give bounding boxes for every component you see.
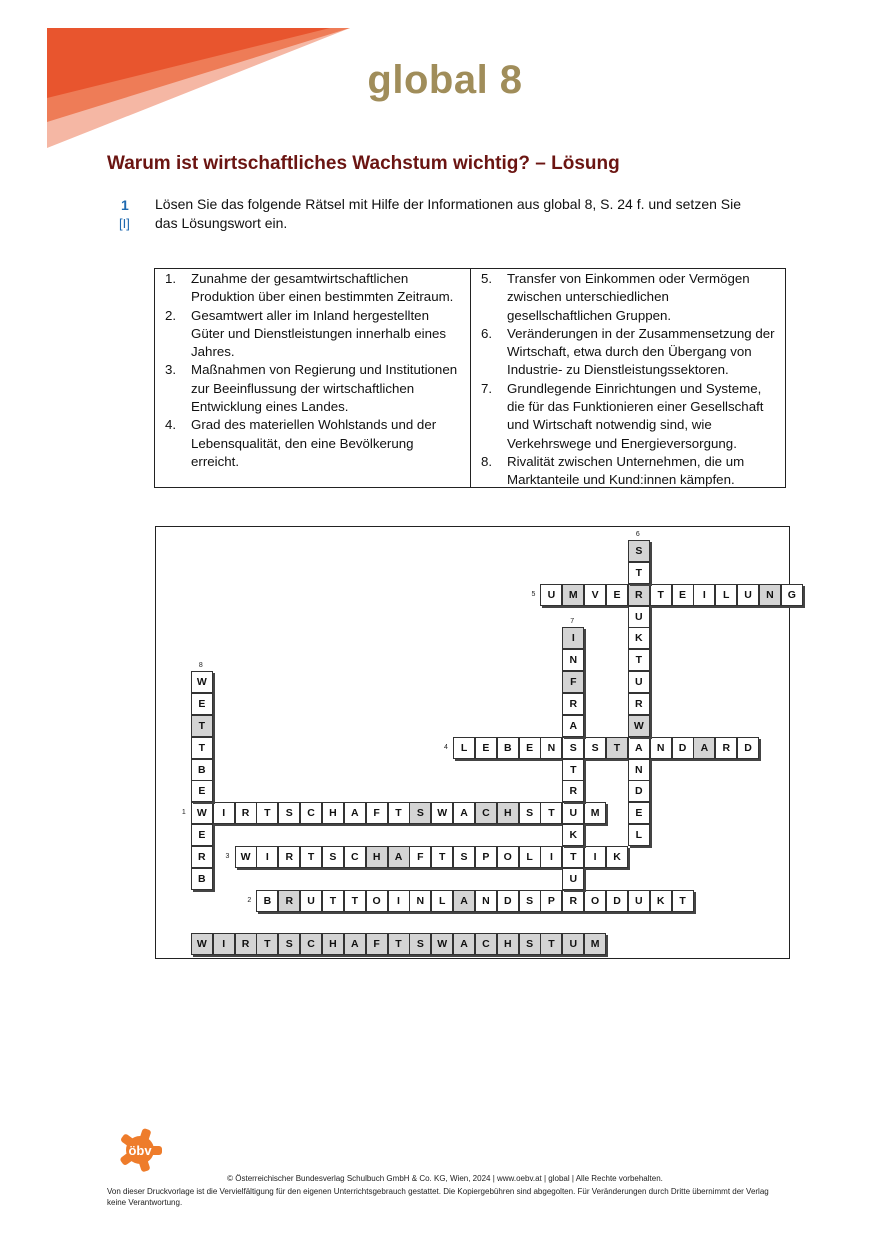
crossword-cell[interactable]: H [366, 846, 388, 868]
clue-text: Gesamtwert aller im Inland hergestellten Güter und Dienstleistungen innerhalb eines Jahres. [191, 307, 447, 360]
solution-cell[interactable]: C [300, 933, 322, 955]
crossword-cell[interactable]: R [278, 890, 300, 912]
clue-item [481, 453, 777, 490]
crossword-cell[interactable]: E [672, 584, 694, 606]
crossword-cell[interactable]: U [628, 890, 650, 912]
crossword-cell[interactable]: D [497, 890, 519, 912]
crossword-cell[interactable]: F [366, 802, 388, 824]
task-number: 1 [121, 197, 129, 213]
clue-number: 1. [165, 271, 177, 286]
crossword-cell[interactable]: T [191, 737, 213, 759]
crossword-cell[interactable]: S [322, 846, 344, 868]
crossword-cell[interactable]: N [409, 890, 431, 912]
crossword-cell[interactable]: S [628, 540, 650, 562]
crossword-cell[interactable]: M [562, 584, 584, 606]
clue-item [481, 325, 777, 380]
crossword-cell[interactable]: C [344, 846, 366, 868]
crossword-cell[interactable]: R [628, 693, 650, 715]
crossword-cell[interactable]: A [562, 715, 584, 737]
crossword-cell[interactable]: E [606, 584, 628, 606]
solution-cell[interactable]: A [344, 933, 366, 955]
solution-cell[interactable]: M [584, 933, 606, 955]
crossword-cell[interactable]: S [519, 890, 541, 912]
crossword-cell[interactable]: U [628, 606, 650, 628]
clue-number-marker: 4 [444, 743, 448, 751]
crossword-cell[interactable]: D [672, 737, 694, 759]
clue-number-marker: 8 [198, 662, 203, 670]
crossword-cell[interactable]: N [475, 890, 497, 912]
crossword-cell[interactable]: F [562, 671, 584, 693]
crossword-cell[interactable]: T [650, 584, 672, 606]
crossword-cell[interactable]: I [213, 802, 235, 824]
crossword-cell[interactable]: U [300, 890, 322, 912]
crossword-cell[interactable]: G [781, 584, 803, 606]
clue-number: 8. [481, 453, 493, 469]
crossword-cell[interactable]: L [453, 737, 475, 759]
brand-title: global 8 [367, 58, 523, 102]
crossword-cell[interactable]: T [672, 890, 694, 912]
crossword-cell[interactable]: R [191, 846, 213, 868]
crossword-cell[interactable]: D [628, 780, 650, 802]
crossword-cell[interactable]: T [628, 562, 650, 584]
crossword-cell[interactable]: C [300, 802, 322, 824]
crossword-cell[interactable]: L [519, 846, 541, 868]
crossword-cell[interactable]: A [344, 802, 366, 824]
crossword-cell[interactable]: I [562, 627, 584, 649]
crossword-cell[interactable]: A [453, 890, 475, 912]
clue-number-marker: 3 [225, 852, 230, 860]
crossword-cell[interactable]: O [584, 890, 606, 912]
clue-number: 3. [165, 362, 177, 378]
crossword-cell[interactable]: W [191, 671, 213, 693]
clue-text: Maßnahmen von Regierung und Institutionen zur Beeinflussung der wirtschaftlichen Entwicklung eines Landes. [191, 362, 458, 415]
solution-cell[interactable]: H [322, 933, 344, 955]
clue-text: Transfer von Einkommen oder Vermögen zwischen unterschiedlichen gesellschaftlichen Gruppen. [507, 271, 750, 323]
crossword-cell[interactable]: L [431, 890, 453, 912]
crossword-cell[interactable]: S [409, 802, 431, 824]
clue-number: 4. [165, 417, 177, 433]
clue-table [154, 268, 786, 488]
crossword-cell[interactable]: E [191, 824, 213, 846]
crossword-cell[interactable]: R [715, 737, 737, 759]
crossword-cell[interactable]: U [562, 868, 584, 890]
crossword-cell[interactable]: K [650, 890, 672, 912]
clue-number-marker: 6 [635, 531, 640, 538]
solution-cell[interactable]: F [366, 933, 388, 955]
crossword-cell[interactable]: L [715, 584, 737, 606]
crossword-cell[interactable]: U [737, 584, 759, 606]
task-level: [I] [119, 216, 130, 231]
solution-cell[interactable]: T [256, 933, 278, 955]
crossword-cell[interactable]: T [540, 802, 562, 824]
crossword-cell[interactable]: E [628, 802, 650, 824]
crossword-cell[interactable]: S [278, 802, 300, 824]
crossword-cell[interactable]: T [388, 802, 410, 824]
solution-cell[interactable]: S [278, 933, 300, 955]
crossword-cell[interactable]: A [453, 802, 475, 824]
crossword-cell[interactable]: W [431, 802, 453, 824]
page-title: Warum ist wirtschaftliches Wachstum wichtig? – Lösung [107, 153, 620, 174]
clue-number: 6. [481, 325, 493, 341]
footer-copyright: © Österreichischer Bundesverlag Schulbuch GmbH & Co. KG, Wien, 2024 | www.oebv.at | global | Alle Rechte vorbehalten. [227, 1174, 663, 1183]
clue-text: Zunahme der gesamtwirtschaftlichen Produktion über einen bestimmten Zeitraum. [191, 271, 454, 305]
crossword-cell[interactable]: T [322, 890, 344, 912]
crossword-cell[interactable]: I [693, 584, 715, 606]
crossword-cell[interactable]: T [562, 846, 584, 868]
crossword-cell[interactable]: T [300, 846, 322, 868]
crossword-cell[interactable]: T [431, 846, 453, 868]
oebv-logo-text: öbv [128, 1143, 152, 1158]
solution-cell[interactable]: I [213, 933, 235, 955]
crossword-cell[interactable]: N [540, 737, 562, 759]
crossword-cell[interactable]: U [540, 584, 562, 606]
crossword-cell[interactable]: A [628, 737, 650, 759]
crossword-cell[interactable]: P [540, 890, 562, 912]
clue-number-marker: 1 [181, 809, 186, 817]
crossword-cell[interactable]: T [344, 890, 366, 912]
clue-text: Veränderungen in der Zusammensetzung der Wirtschaft, etwa durch den Übergang von Industrie- zu Dienstleistungssektoren. [507, 325, 775, 378]
clue-item [481, 380, 777, 453]
clue-item [481, 270, 777, 325]
solution-cell[interactable]: R [235, 933, 257, 955]
oebv-logo [116, 1126, 164, 1174]
crossword-cell[interactable]: O [366, 890, 388, 912]
crossword-cell[interactable]: I [388, 890, 410, 912]
crossword-cell[interactable]: B [256, 890, 278, 912]
crossword-cell[interactable]: F [409, 846, 431, 868]
crossword-cell[interactable]: K [628, 627, 650, 649]
crossword-cell[interactable]: M [584, 802, 606, 824]
clue-number: 5. [481, 271, 493, 286]
crossword-cell[interactable]: B [191, 759, 213, 781]
crossword-cell[interactable]: I [540, 846, 562, 868]
crossword-cell[interactable]: A [388, 846, 410, 868]
crossword-cell[interactable]: E [191, 780, 213, 802]
clue-item [165, 307, 462, 362]
clue-column-right [470, 269, 785, 487]
footer-notice: Von dieser Druckvorlage ist die Vervielfältigung für den eigenen Unterrichtsgebrauch gestattet. Die Kopiergebühren sind abgegolten. Für Veränderungen durch Dritte übernimmt der Verlag keine Verantwortung. [107, 1187, 769, 1207]
crossword-cell[interactable]: L [628, 824, 650, 846]
crossword-cell[interactable]: S [453, 846, 475, 868]
clue-text: Grundlegende Einrichtungen und Systeme, die für das Funktionieren einer Gesellschaft und Wirtschaft notwendig sind, wie Verkehrswege und Energieversorgung. [507, 380, 764, 451]
solution-cell[interactable]: W [191, 933, 213, 955]
crossword-cell[interactable]: P [475, 846, 497, 868]
crossword-cell[interactable]: E [519, 737, 541, 759]
solution-cell[interactable]: T [540, 933, 562, 955]
crossword-cell[interactable]: C [475, 802, 497, 824]
solution-cell[interactable]: C [475, 933, 497, 955]
crossword-cell[interactable]: U [628, 671, 650, 693]
solution-cell[interactable]: H [497, 933, 519, 955]
clue-number-marker: 5 [531, 590, 536, 598]
crossword-cell[interactable]: H [497, 802, 519, 824]
crossword-cell[interactable]: U [562, 802, 584, 824]
crossword-cell[interactable]: W [235, 846, 257, 868]
clue-column-left [155, 269, 470, 487]
crossword-cell[interactable]: A [693, 737, 715, 759]
crossword-cell[interactable]: D [737, 737, 759, 759]
crossword-cell[interactable]: T [628, 649, 650, 671]
crossword-cell[interactable]: T [606, 737, 628, 759]
clue-number: 7. [481, 380, 493, 396]
crossword-cell[interactable]: T [191, 715, 213, 737]
solution-cell[interactable]: T [388, 933, 410, 955]
clue-number-marker: 2 [247, 896, 252, 904]
crossword-cell[interactable]: B [497, 737, 519, 759]
crossword-cell[interactable]: S [519, 802, 541, 824]
task-instruction: Lösen Sie das folgende Rätsel mit Hilfe der Informationen aus global 8, S. 24 f. und setzen Sie das Lösungswort ein. [155, 196, 742, 231]
crossword-cell[interactable]: K [562, 824, 584, 846]
crossword-cell[interactable]: S [584, 737, 606, 759]
crossword-cell[interactable]: E [191, 693, 213, 715]
crossword-cell[interactable]: I [256, 846, 278, 868]
crossword-cell[interactable]: R [628, 584, 650, 606]
crossword-cell[interactable]: K [606, 846, 628, 868]
crossword-cell[interactable]: T [562, 759, 584, 781]
crossword-cell[interactable]: B [191, 868, 213, 890]
solution-cell[interactable]: W [431, 933, 453, 955]
clue-item [165, 416, 462, 471]
crossword-cell[interactable]: I [584, 846, 606, 868]
clue-text: Rivalität zwischen Unternehmen, die um Marktanteile und Kund:innen kämpfen. [507, 453, 745, 488]
crossword-cell[interactable]: N [759, 584, 781, 606]
solution-cell[interactable]: S [519, 933, 541, 955]
crossword-cell[interactable]: W [628, 715, 650, 737]
crossword-cell[interactable]: N [650, 737, 672, 759]
crossword-cell[interactable]: N [562, 649, 584, 671]
clue-item [165, 270, 462, 307]
crossword-cell[interactable]: R [562, 890, 584, 912]
crossword-cell[interactable]: W [191, 802, 213, 824]
clue-item [165, 361, 462, 416]
solution-cell[interactable]: A [453, 933, 475, 955]
crossword-cell[interactable]: O [497, 846, 519, 868]
crossword-cell[interactable]: S [562, 737, 584, 759]
solution-cell[interactable]: S [409, 933, 431, 955]
crossword-cell[interactable]: R [278, 846, 300, 868]
crossword-cell[interactable]: R [562, 693, 584, 715]
clue-text: Grad des materiellen Wohlstands und der Lebensqualität, den eine Bevölkerung erreicht. [191, 417, 437, 469]
clue-number-marker: 7 [570, 618, 575, 626]
crossword-cell[interactable]: V [584, 584, 606, 606]
crossword-cell[interactable]: R [235, 802, 257, 824]
crossword-cell[interactable]: T [256, 802, 278, 824]
crossword-cell[interactable]: E [475, 737, 497, 759]
solution-cell[interactable]: U [562, 933, 584, 955]
crossword-cell[interactable]: N [628, 759, 650, 781]
crossword-grid [155, 526, 796, 959]
clue-number: 2. [165, 307, 177, 323]
crossword-cell[interactable]: H [322, 802, 344, 824]
crossword-cell[interactable]: R [562, 780, 584, 802]
crossword-cell[interactable]: D [606, 890, 628, 912]
